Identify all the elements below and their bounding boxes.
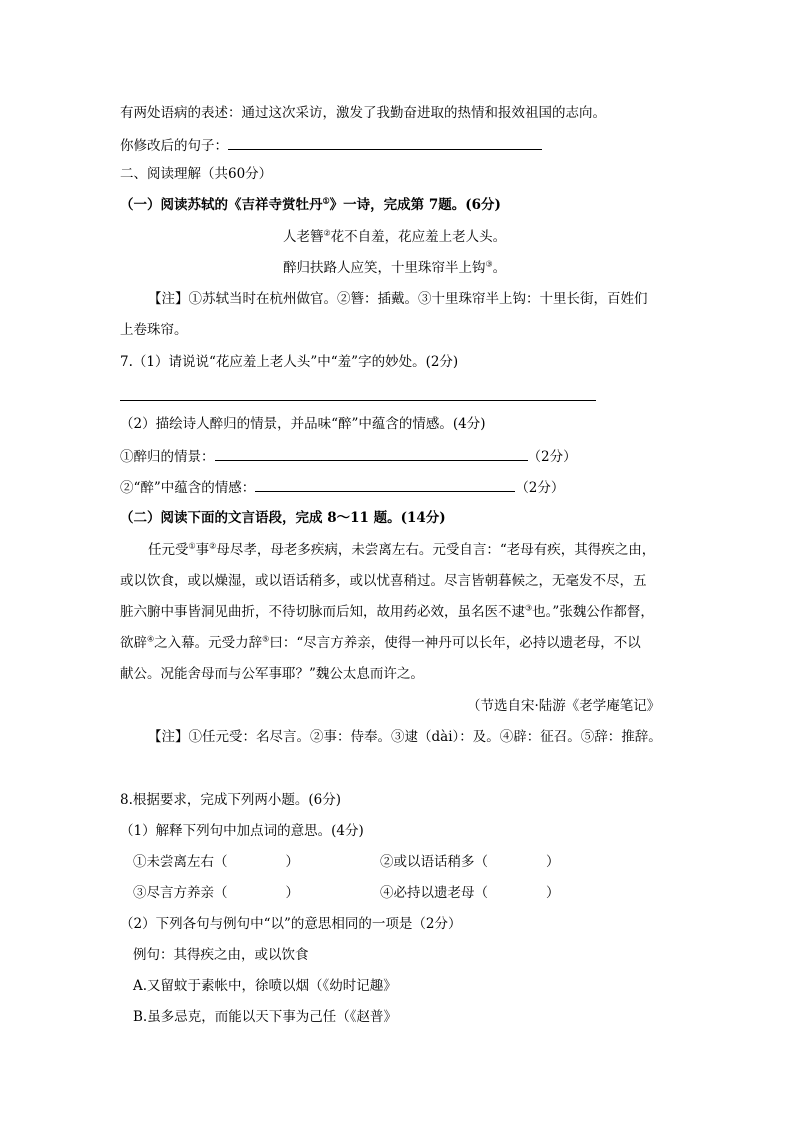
passage-text: 也。”张魏公作都督， xyxy=(532,604,654,620)
poem-note-1: 【注】①苏轼当时在杭州做官。②簪：插戴。③十里珠帘半上钩：十里长街，百姓们 xyxy=(148,291,648,307)
poem-line-1 xyxy=(283,227,506,247)
q6-sentence: 有两处语病的表述：通过这次采访，激发了我勤奋进取的热情和报效祖国的志向。 xyxy=(120,105,606,121)
part1-title xyxy=(120,195,501,215)
part1-title-text2: 》一诗，完成第 7题。(6分) xyxy=(329,197,501,213)
q8-item-2 xyxy=(380,852,560,872)
poem-text: 人老簪 xyxy=(283,229,324,245)
passage-line-4 xyxy=(120,633,641,653)
q7-2-sub1 xyxy=(120,445,577,467)
note-marker: ⑤ xyxy=(262,634,270,644)
part1-title-text: （一）阅读苏轼的《吉祥寺赏牡丹 xyxy=(120,197,323,213)
note-marker: ④ xyxy=(147,634,155,644)
passage-note: 【注】①任元受：名尽言。②事：侍奉。③逮（dài）：及。④辟：征召。⑤辞：推辞。 xyxy=(148,729,662,745)
q7-2: （2）描绘诗人醉归的情景，并品味“醉”中蕴含的情感。(4分) xyxy=(120,416,486,432)
poem-note-2: 上卷珠帘。 xyxy=(120,322,188,338)
q7-2-sub2 xyxy=(120,476,564,498)
q8-example: 例句：其得疾之由，或以饮食 xyxy=(133,947,309,963)
passage-line-3 xyxy=(120,602,654,622)
passage-line-1 xyxy=(148,540,655,560)
q8-title: 8.根据要求，完成下列两小题。(6分) xyxy=(120,792,342,808)
note-marker: ③ xyxy=(485,259,493,269)
poem-line-2 xyxy=(283,258,506,278)
q6-revise-label: 你修改后的句子： xyxy=(120,138,228,154)
passage-text: 脏六腑中事皆洞见曲折，不待切脉而后知，故用药必效，虽名医不逮 xyxy=(120,604,525,620)
passage-text: 母尽孝，母老多疾病，未尝离左右。元受自言：“老母有疾，其得疾之由， xyxy=(216,542,656,558)
q8-item-3 xyxy=(133,883,299,903)
note-marker: ① xyxy=(188,541,196,551)
q8-option-a[interactable]: A.又留蚊于素帐中，徐喷以烟（《幼时记趣》 xyxy=(133,978,397,994)
sub1-label: ①醉归的情景： xyxy=(120,449,215,465)
passage-text: 曰：“尽言方养亲，使得一神丹可以长年，必持以遗老母，不以 xyxy=(269,635,641,651)
passage-text: 任元受 xyxy=(148,542,189,558)
close-paren: ） xyxy=(546,885,560,901)
passage-line-5: 献公。况能舍母而与公军事耶？”魏公太息而许之。 xyxy=(120,666,424,682)
note-marker: ③ xyxy=(525,603,533,613)
q8-item-1 xyxy=(133,852,299,872)
q8-sub1: （1）解释下列句中加点词的意思。(4分) xyxy=(120,823,364,839)
q6-revise-line xyxy=(120,134,542,156)
note-marker: ① xyxy=(322,195,330,206)
sub2-label: ②“醉”中蕴含的情感： xyxy=(120,480,256,496)
close-paren: ） xyxy=(285,885,299,901)
answer-blank[interactable] xyxy=(228,134,542,150)
part2-title: （二）阅读下面的文言语段，完成 8～11 题。(14分) xyxy=(120,510,446,526)
passage-text: 事 xyxy=(195,542,210,558)
answer-line[interactable] xyxy=(120,400,596,401)
sub1-score: （2分） xyxy=(527,449,577,465)
item-text: ①未尝离左右（ xyxy=(133,854,228,870)
q7-1: 7.（1）请说说“花应羞上老人头”中“羞”字的妙处。(2分) xyxy=(120,354,459,370)
passage-line-2: 或以饮食，或以燥湿，或以语话稍多，或以忧喜稍过。尽言皆朝暮候之，无毫发不尽，五 xyxy=(120,573,647,589)
poem-text: 。 xyxy=(492,260,507,276)
passage-text: 欲辟 xyxy=(120,635,147,651)
answer-blank[interactable] xyxy=(255,476,515,492)
answer-blank[interactable] xyxy=(215,445,528,461)
item-text: ④必持以遗老母（ xyxy=(380,885,488,901)
q8-sub2: （2）下列各句与例句中“以”的意思相同的一项是（2分） xyxy=(120,916,462,932)
section2-title: 二、阅读理解（共60分） xyxy=(120,166,273,182)
close-paren: ） xyxy=(546,854,560,870)
q8-option-b[interactable]: B.虽多忌克，而能以天下事为己任（《赵普》 xyxy=(133,1009,397,1025)
item-text: ②或以语话稍多（ xyxy=(380,854,488,870)
item-text: ③尽言方养亲（ xyxy=(133,885,228,901)
q8-item-4 xyxy=(380,883,560,903)
poem-text: 花不自羞，花应羞上老人头。 xyxy=(330,229,507,245)
passage-text: 之入幕。元受力辞 xyxy=(154,635,263,651)
poem-text: 醉归扶路人应笑，十里珠帘半上钩 xyxy=(283,260,486,276)
passage-source: （节选自宋·陆游《老学庵笔记》 xyxy=(467,698,661,714)
note-marker: ② xyxy=(209,541,217,551)
close-paren: ） xyxy=(285,854,299,870)
note-marker: ② xyxy=(323,228,331,238)
sub2-score: （2分） xyxy=(515,480,565,496)
